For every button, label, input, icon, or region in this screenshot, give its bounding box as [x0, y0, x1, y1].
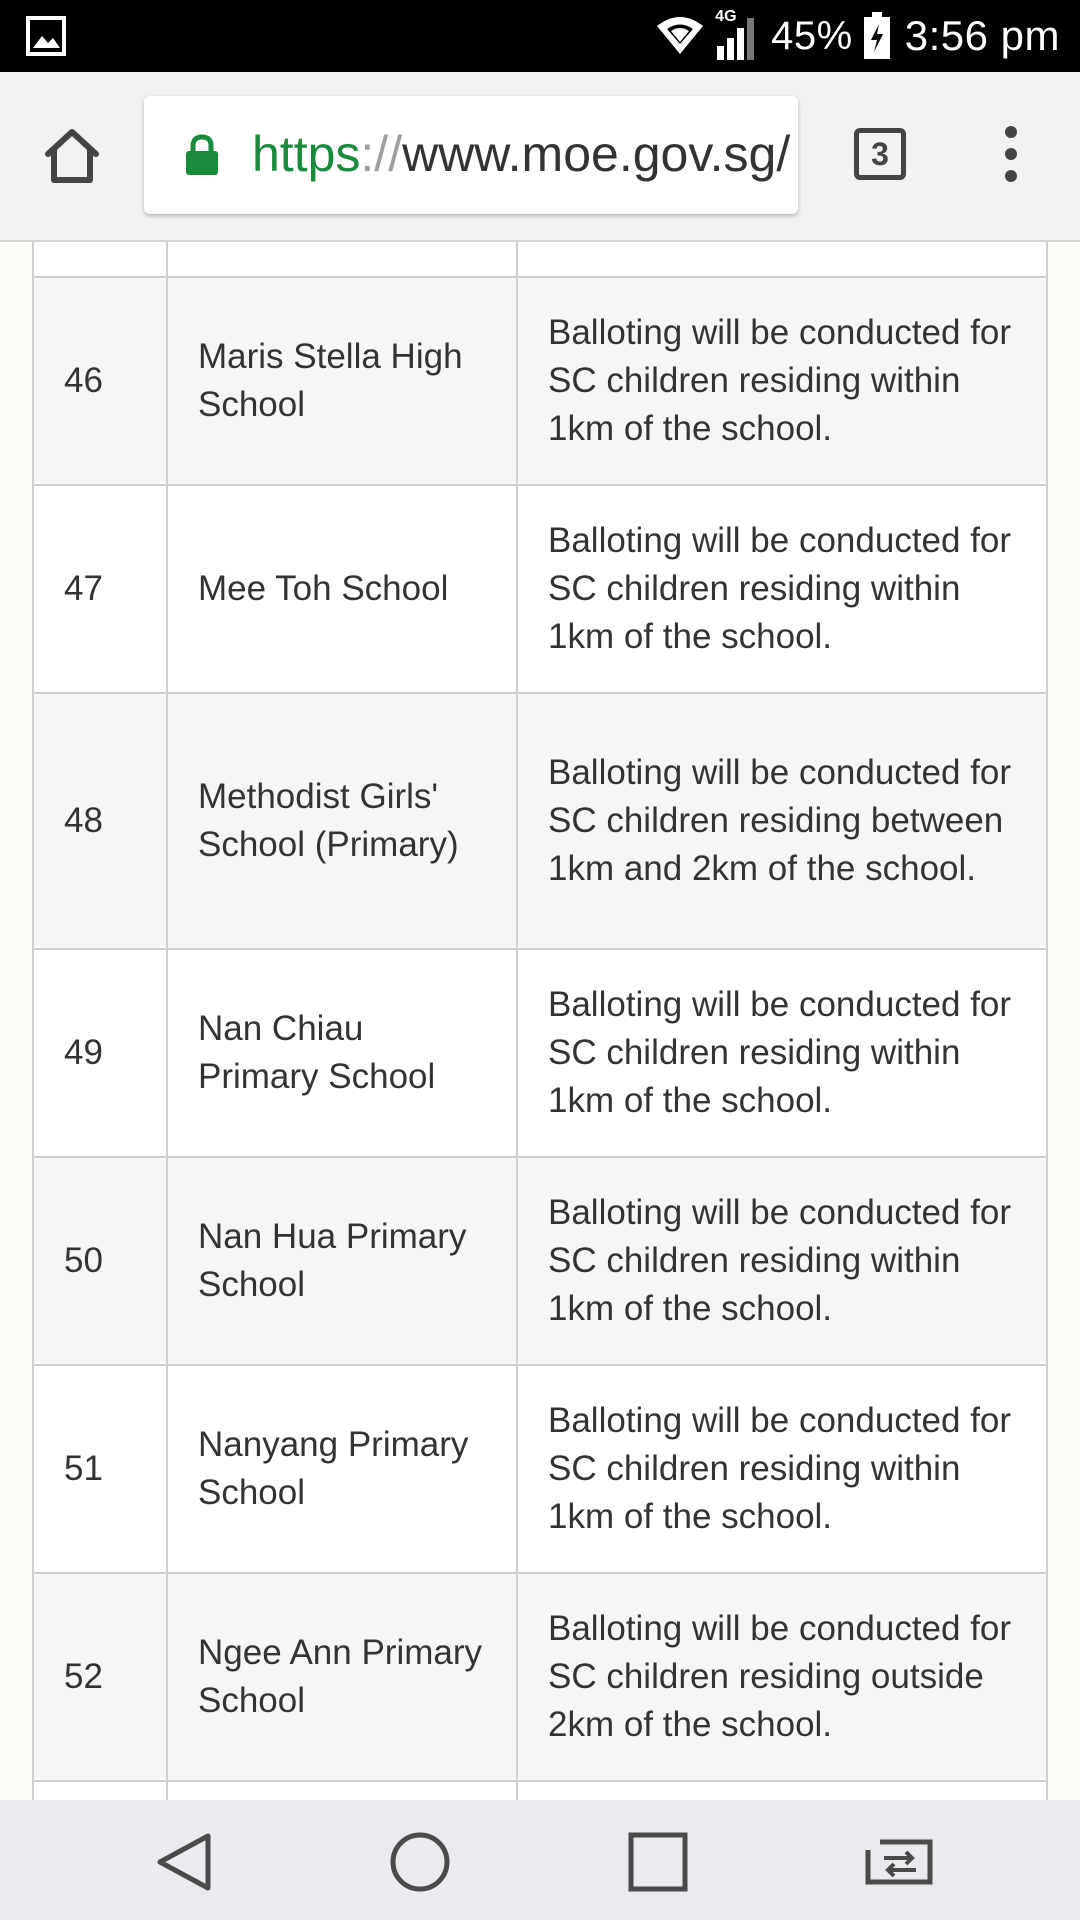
- balloting-info: Balloting will be conducted for SC children residing outside 2km of the school.: [517, 1573, 1047, 1781]
- table-row: [33, 485, 1047, 693]
- tab-switcher-button[interactable]: [854, 128, 906, 180]
- home-icon[interactable]: [40, 124, 104, 188]
- page-content[interactable]: [0, 242, 1080, 1800]
- lock-icon: [184, 134, 220, 176]
- school-name: Maris Stella High School: [167, 277, 517, 485]
- recents-icon[interactable]: [626, 1830, 690, 1894]
- balloting-info: Balloting will be conducted for SC children residing within 1km of the school.: [517, 1365, 1047, 1573]
- tab-count: 3: [871, 135, 889, 172]
- balloting-info: Balloting will be conducted for SC children residing within 1km of the school.: [517, 277, 1047, 485]
- url-scheme: https: [252, 126, 361, 182]
- row-number: 46: [33, 277, 167, 485]
- balloting-info: Balloting will be conducted for SC children residing between 1km and 2km of the school.: [517, 693, 1047, 949]
- school-name: Methodist Girls' School (Primary): [167, 693, 517, 949]
- switch-apps-icon[interactable]: [860, 1830, 936, 1894]
- balloting-table: [32, 242, 1048, 1800]
- table-row: [33, 1157, 1047, 1365]
- wifi-icon: [655, 14, 705, 58]
- battery-percentage: 45%: [771, 13, 853, 58]
- school-name: Ngee Ann Primary School: [167, 1573, 517, 1781]
- url-separator: ://: [360, 126, 403, 182]
- table-row: [33, 277, 1047, 485]
- table-row: [33, 693, 1047, 949]
- school-name: Mee Toh School: [167, 485, 517, 693]
- school-name: Nan Hua Primary School: [167, 1157, 517, 1365]
- clock: 3:56 pm: [904, 12, 1060, 59]
- row-number: 51: [33, 1365, 167, 1573]
- balloting-info: Balloting will be conducted for SC children residing within 1km of the school.: [517, 1157, 1047, 1365]
- row-number: 50: [33, 1157, 167, 1365]
- battery-charging-icon: [863, 12, 891, 60]
- balloting-info: Balloting will be conducted for SC children residing within 1km of the school.: [517, 485, 1047, 693]
- home-circle-icon[interactable]: [388, 1830, 452, 1894]
- overflow-menu-icon[interactable]: [996, 122, 1026, 186]
- back-icon[interactable]: [152, 1830, 216, 1894]
- row-number: 47: [33, 485, 167, 693]
- table-row: [33, 242, 1047, 277]
- status-bar: [0, 0, 1080, 72]
- url-host: www.moe.gov.sg/: [402, 126, 791, 182]
- table-row: [33, 1573, 1047, 1781]
- balloting-info: Balloting will be conducted for SC children residing within 1km of the school.: [517, 949, 1047, 1157]
- table-row: [33, 949, 1047, 1157]
- row-number: 49: [33, 949, 167, 1157]
- row-number: 48: [33, 693, 167, 949]
- network-type-label: 4G: [715, 8, 737, 25]
- table-row: [33, 1781, 1047, 1800]
- row-number: 52: [33, 1573, 167, 1781]
- signal-icon: [715, 10, 761, 62]
- url-text: [252, 122, 790, 186]
- gallery-icon: [26, 16, 66, 56]
- school-name: Nanyang Primary School: [167, 1365, 517, 1573]
- school-name: Nan Chiau Primary School: [167, 949, 517, 1157]
- table-row: [33, 1365, 1047, 1573]
- system-nav-bar: [0, 1800, 1080, 1920]
- browser-toolbar: [0, 72, 1080, 242]
- address-bar[interactable]: [144, 96, 798, 214]
